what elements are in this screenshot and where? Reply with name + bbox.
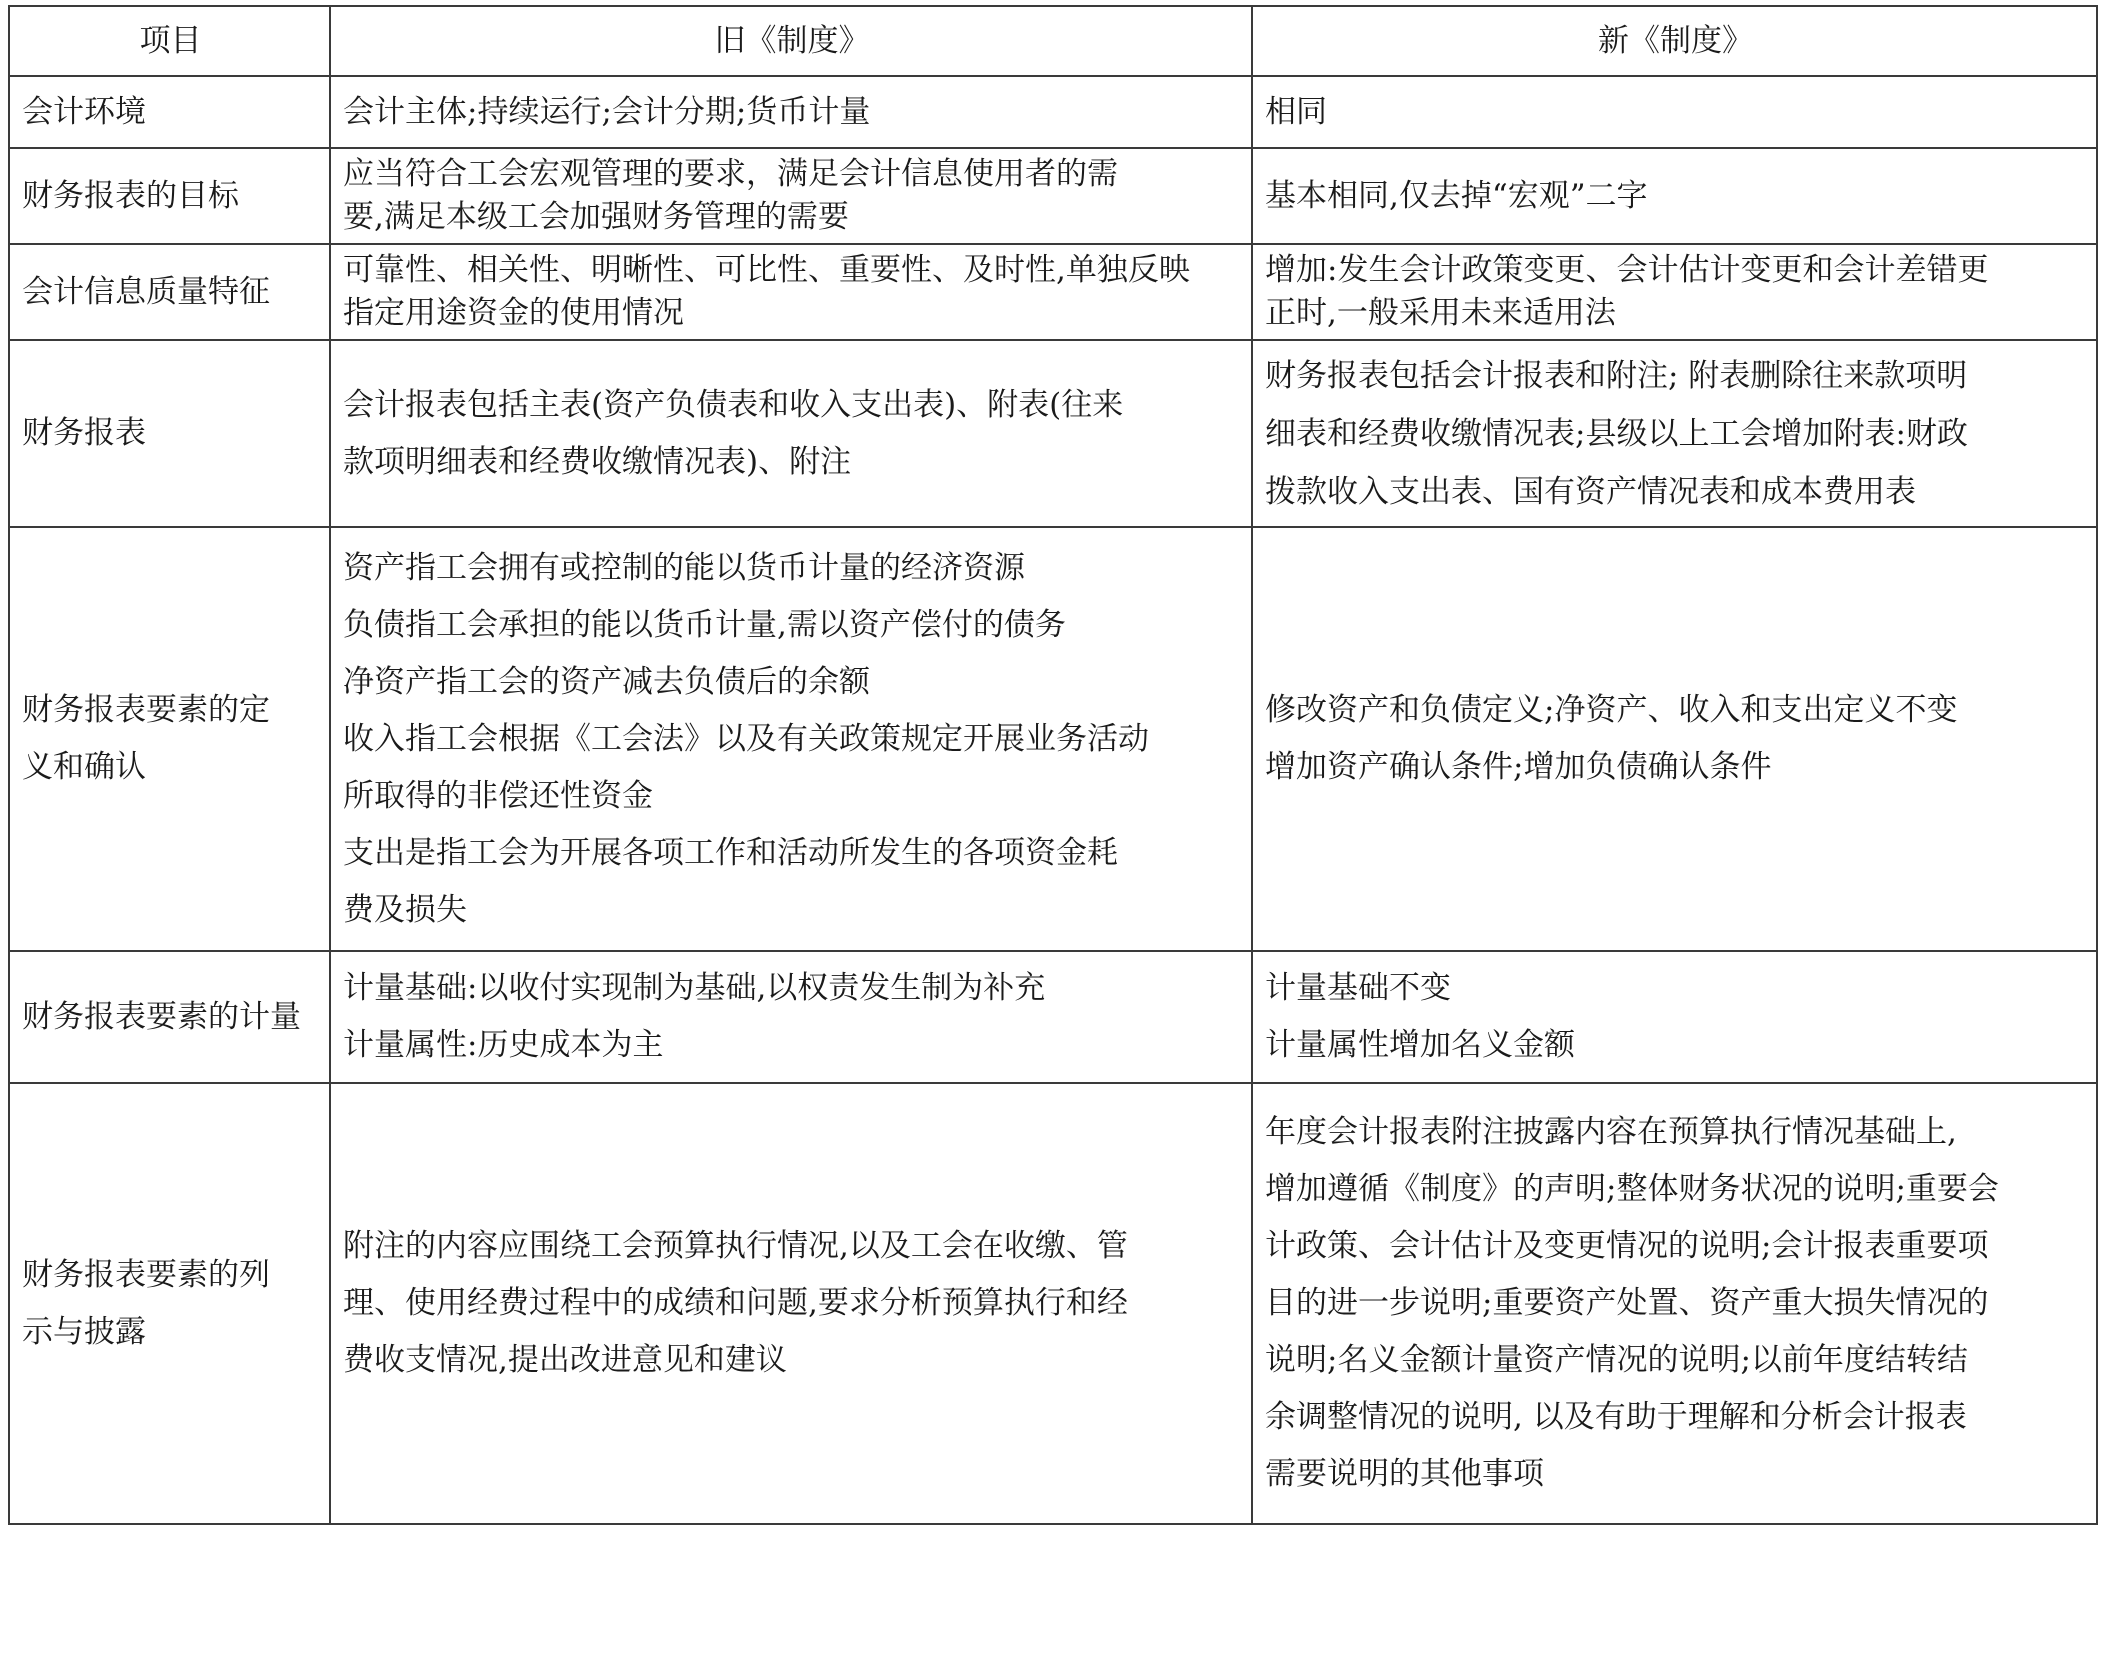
new-system-cell: 相同 — [1252, 76, 2097, 148]
old-system-cell: 附注的内容应围绕工会预算执行情况,以及工会在收缴、管 理、使用经费过程中的成绩和问题,要求分析预算执行和经 费收支情况,提出改进意见和建议 — [330, 1083, 1252, 1524]
comparison-table — [8, 5, 2098, 1525]
old-system-cell: 应当符合工会宏观管理的要求，满足会计信息使用者的需 要,满足本级工会加强财务管理的需要 — [330, 148, 1252, 244]
old-system-cell: 会计报表包括主表(资产负债表和收入支出表)、附表(往来 款项明细表和经费收缴情况表)、附注 — [330, 340, 1252, 527]
table-row — [9, 148, 2097, 244]
old-system-cell: 资产指工会拥有或控制的能以货币计量的经济资源 负债指工会承担的能以货币计量,需以资产偿付的债务 净资产指工会的资产减去负债后的余额 收入指工会根据《工会法》以及有关政策规定开展业务活动 所取得的非偿还性资金 支出是指工会为开展各项工作和活动所发生的各项资金耗 费及损失 — [330, 527, 1252, 951]
header-old-system: 旧《制度》 — [330, 6, 1252, 76]
table-row — [9, 1083, 2097, 1524]
header-new-system: 新《制度》 — [1252, 6, 2097, 76]
new-system-cell: 计量基础不变 计量属性增加名义金额 — [1252, 951, 2097, 1083]
old-system-cell: 计量基础:以收付实现制为基础,以权责发生制为补充 计量属性:历史成本为主 — [330, 951, 1252, 1083]
table-row — [9, 527, 2097, 951]
table-row — [9, 244, 2097, 340]
new-system-cell: 基本相同,仅去掉“宏观”二字 — [1252, 148, 2097, 244]
table-row — [9, 951, 2097, 1083]
item-cell: 财务报表要素的列 示与披露 — [9, 1083, 330, 1524]
new-system-cell: 修改资产和负债定义;净资产、收入和支出定义不变 增加资产确认条件;增加负债确认条件 — [1252, 527, 2097, 951]
item-cell: 会计信息质量特征 — [9, 244, 330, 340]
item-cell: 财务报表的目标 — [9, 148, 330, 244]
table-row — [9, 340, 2097, 527]
new-system-cell: 财务报表包括会计报表和附注; 附表删除往来款项明 细表和经费收缴情况表;县级以上工会增加附表:财政 拨款收入支出表、国有资产情况表和成本费用表 — [1252, 340, 2097, 527]
table-header-row — [9, 6, 2097, 76]
item-cell: 财务报表要素的计量 — [9, 951, 330, 1083]
old-system-cell: 会计主体;持续运行;会计分期;货币计量 — [330, 76, 1252, 148]
table-row — [9, 76, 2097, 148]
header-item: 项目 — [9, 6, 330, 76]
new-system-cell: 年度会计报表附注披露内容在预算执行情况基础上, 增加遵循《制度》的声明;整体财务状况的说明;重要会 计政策、会计估计及变更情况的说明;会计报表重要项 目的进一步说明;重要资产处置、资产重大损失情况的 说明;名义金额计量资产情况的说明;以前年度结转结 余调整情况的说明, 以及有助于理解和分析会计报表 需要说明的其他事项 — [1252, 1083, 2097, 1524]
new-system-cell: 增加:发生会计政策变更、会计估计变更和会计差错更 正时,一般采用未来适用法 — [1252, 244, 2097, 340]
old-system-cell: 可靠性、相关性、明晰性、可比性、重要性、及时性,单独反映 指定用途资金的使用情况 — [330, 244, 1252, 340]
item-cell: 财务报表要素的定 义和确认 — [9, 527, 330, 951]
item-cell: 会计环境 — [9, 76, 330, 148]
item-cell: 财务报表 — [9, 340, 330, 527]
